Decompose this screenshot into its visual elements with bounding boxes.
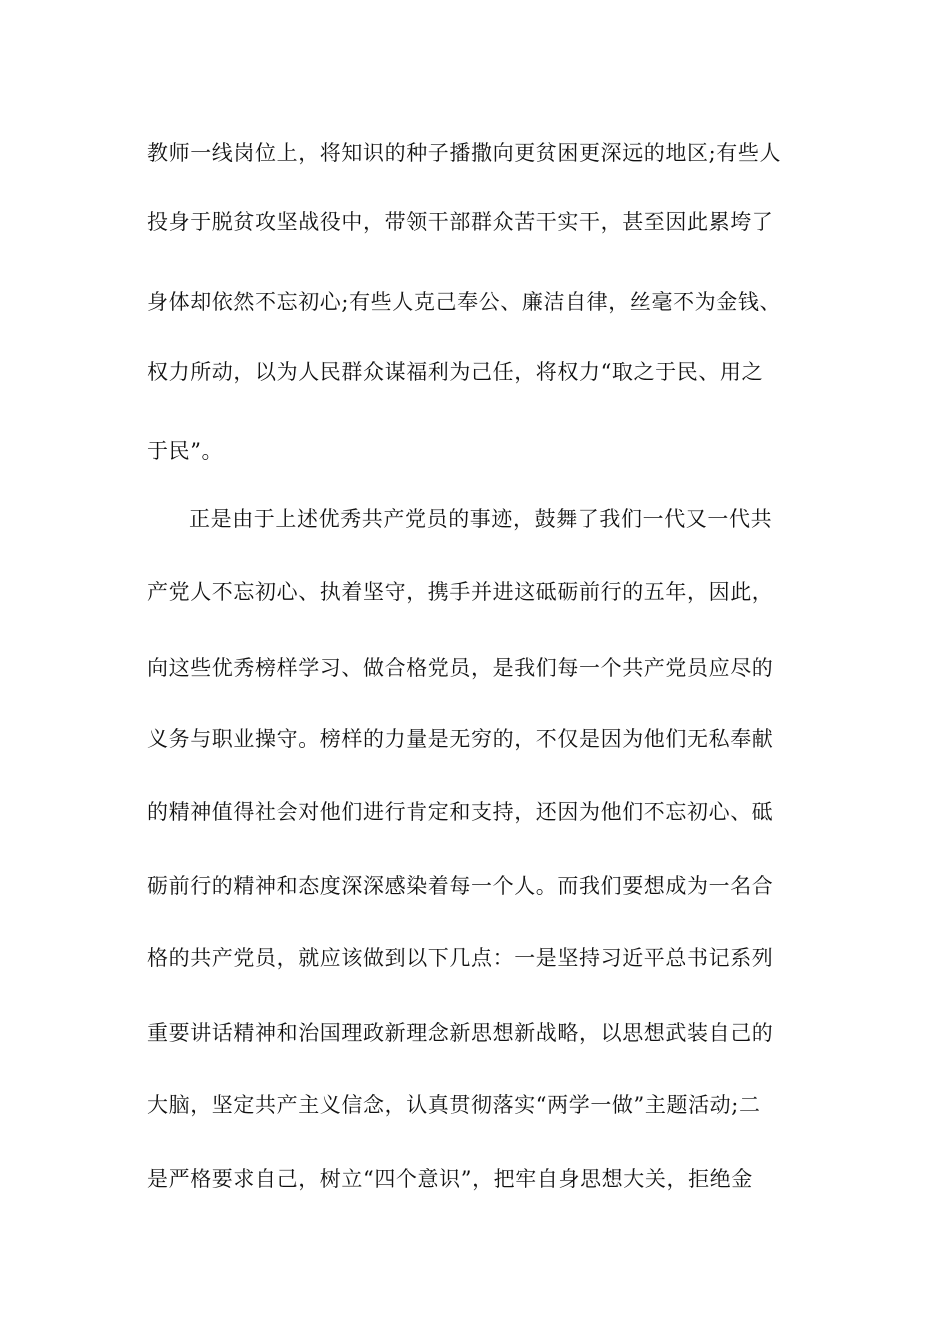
paragraph-first-line: 正是由于上述优秀共产党员的事迹，鼓舞了我们一代又一代共	[189, 507, 773, 531]
text-line: 重要讲话精神和治国理政新理念新思想新战略，以思想武装自己的	[147, 1021, 774, 1045]
text-line: 义务与职业操守。榜样的力量是无穷的，不仅是因为他们无私奉献	[147, 727, 774, 751]
text-line: 的精神值得社会对他们进行肯定和支持，还因为他们不忘初心、砥	[147, 800, 774, 824]
text-line: 格的共产党员，就应该做到以下几点：一是坚持习近平总书记系列	[147, 946, 774, 970]
text-line: 向这些优秀榜样学习、做合格党员，是我们每一个共产党员应尽的	[147, 656, 774, 680]
text-line: 身体却依然不忘初心;有些人克己奉公、廉洁自律，丝毫不为金钱、	[147, 290, 782, 314]
text-line: 权力所动，以为人民群众谋福利为己任，将权力“取之于民、用之	[147, 360, 764, 384]
text-line: 于民”。	[147, 439, 224, 463]
text-line: 大脑，坚定共产主义信念，认真贯彻落实“两学一做”主题活动;二	[147, 1093, 761, 1117]
text-line: 产党人不忘初心、执着坚守，携手并进这砥砺前行的五年，因此，	[147, 580, 774, 604]
text-line: 是严格要求自己，树立“四个意识”，把牢自身思想大关，拒绝金	[147, 1167, 753, 1191]
text-line: 教师一线岗位上，将知识的种子播撒向更贫困更深远的地区;有些人	[147, 141, 782, 165]
text-line: 投身于脱贫攻坚战役中，带领干部群众苦干实干，甚至因此累垮了	[147, 210, 774, 234]
text-line: 砺前行的精神和态度深深感染着每一个人。而我们要想成为一名合	[147, 874, 774, 898]
